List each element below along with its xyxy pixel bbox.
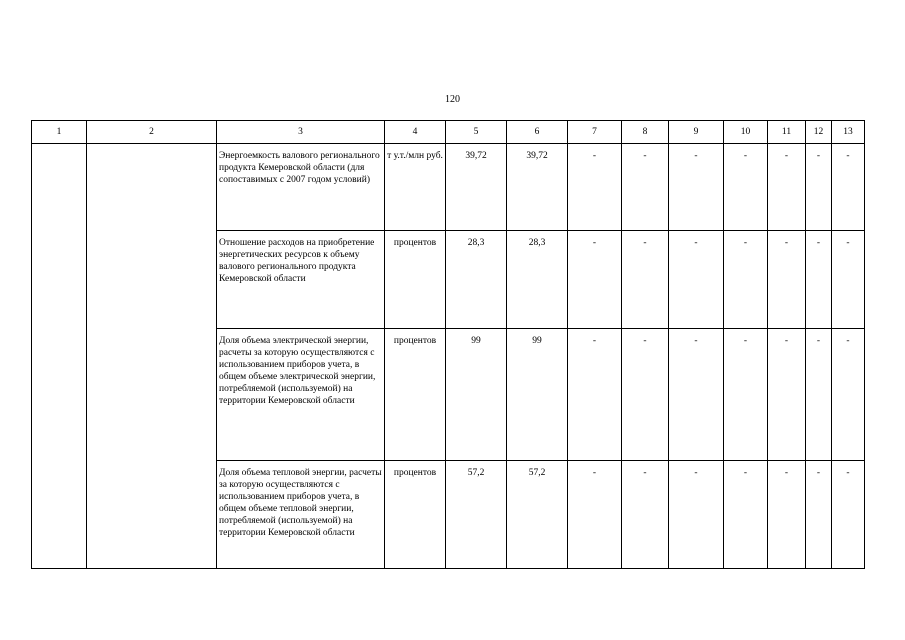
value-col-5: 28,3: [446, 231, 507, 329]
value-col-8: -: [622, 231, 669, 329]
value-col-8: -: [622, 144, 669, 231]
indicator-name: Энергоемкость валового регионального продукта Кемеровской области (для сопоставимых с 2007 годом условий): [217, 144, 385, 231]
header-col-13: 13: [832, 121, 865, 144]
value-col-7: -: [568, 329, 622, 461]
value-col-12: -: [806, 144, 832, 231]
value-col-11: -: [768, 461, 806, 569]
header-col-8: 8: [622, 121, 669, 144]
header-col-5: 5: [446, 121, 507, 144]
value-col-12: -: [806, 461, 832, 569]
value-col-8: -: [622, 461, 669, 569]
value-col-10: -: [724, 231, 768, 329]
col-2-merged-cell: [87, 144, 217, 569]
header-row: [32, 121, 865, 144]
indicator-name: Отношение расходов на приобретение энергетических ресурсов к объему валового регионального продукта Кемеровской области: [217, 231, 385, 329]
value-col-6: 28,3: [507, 231, 568, 329]
value-col-11: -: [768, 144, 806, 231]
value-col-6: 57,2: [507, 461, 568, 569]
value-col-13: -: [832, 144, 865, 231]
value-col-9: -: [669, 461, 724, 569]
indicator-unit: т у.т./млн руб.: [385, 144, 446, 231]
header-col-10: 10: [724, 121, 768, 144]
indicator-unit: процентов: [385, 231, 446, 329]
value-col-10: -: [724, 461, 768, 569]
value-col-9: -: [669, 144, 724, 231]
col-1-merged-cell: [32, 144, 87, 569]
value-col-7: -: [568, 231, 622, 329]
value-col-13: -: [832, 329, 865, 461]
header-col-3: 3: [217, 121, 385, 144]
header-col-4: 4: [385, 121, 446, 144]
value-col-12: -: [806, 231, 832, 329]
indicator-name: Доля объема тепловой энергии, расчеты за которую осуществляются с использованием приборов учета, в общем объеме тепловой энергии, потребляемой (используемой) на территории Кемеровской области: [217, 461, 385, 569]
value-col-6: 39,72: [507, 144, 568, 231]
value-col-8: -: [622, 329, 669, 461]
indicators-table: [31, 120, 865, 569]
value-col-11: -: [768, 329, 806, 461]
value-col-10: -: [724, 144, 768, 231]
header-col-6: 6: [507, 121, 568, 144]
value-col-9: -: [669, 329, 724, 461]
value-col-7: -: [568, 144, 622, 231]
header-col-2: 2: [87, 121, 217, 144]
value-col-9: -: [669, 231, 724, 329]
header-col-1: 1: [32, 121, 87, 144]
value-col-11: -: [768, 231, 806, 329]
header-col-11: 11: [768, 121, 806, 144]
value-col-13: -: [832, 231, 865, 329]
header-col-7: 7: [568, 121, 622, 144]
value-col-13: -: [832, 461, 865, 569]
value-col-6: 99: [507, 329, 568, 461]
value-col-5: 57,2: [446, 461, 507, 569]
header-col-12: 12: [806, 121, 832, 144]
value-col-7: -: [568, 461, 622, 569]
value-col-5: 99: [446, 329, 507, 461]
value-col-5: 39,72: [446, 144, 507, 231]
value-col-10: -: [724, 329, 768, 461]
page-number: 120: [445, 94, 460, 105]
header-col-9: 9: [669, 121, 724, 144]
value-col-12: -: [806, 329, 832, 461]
table-row: [32, 144, 865, 231]
indicator-name: Доля объема электрической энергии, расчеты за которую осуществляются с использованием приборов учета, в общем объеме электрической энергии, потребляемой (используемой) на территории Кемеровской области: [217, 329, 385, 461]
indicator-unit: процентов: [385, 329, 446, 461]
indicator-unit: процентов: [385, 461, 446, 569]
